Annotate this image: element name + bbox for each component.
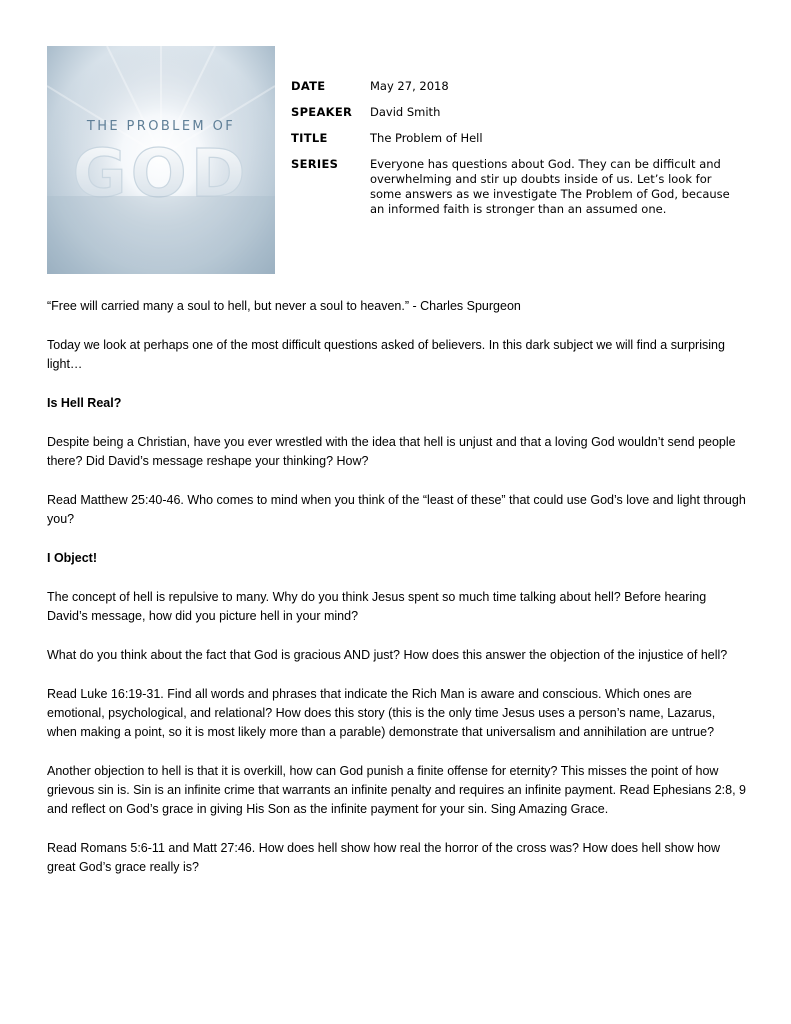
series-logo-image <box>47 46 275 274</box>
speaker-label: SPEAKER <box>291 105 353 119</box>
date-row <box>291 79 731 94</box>
series-row <box>291 157 731 217</box>
question-paragraph: Read Matthew 25:40-46. Who comes to mind when you think of the “least of these” that could use God’s love and light through you? <box>47 493 746 526</box>
question-paragraph: Despite being a Christian, have you ever wrestled with the idea that hell is unjust and that a loving God wouldn’t send people there? Did David’s message reshape your thinking? How? <box>47 435 736 468</box>
title-row <box>291 131 731 146</box>
question-paragraph: What do you think about the fact that God is gracious AND just? How does this answer the objection of the injustice of hell? <box>47 648 728 662</box>
intro-paragraph: Today we look at perhaps one of the most difficult questions asked of believers. In this dark subject we will find a surprising light… <box>47 338 725 371</box>
question-paragraph: The concept of hell is repulsive to many. Why do you think Jesus spent so much time talking about hell? Before hearing David’s message, how did you picture hell in your mind? <box>47 590 707 623</box>
title-value: The Problem of Hell <box>370 131 483 145</box>
series-logo-art <box>47 46 275 274</box>
logo-word: GOD <box>72 135 250 212</box>
opening-quote: “Free will carried many a soul to hell, but never a soul to heaven.” - Charles Spurgeon <box>47 299 521 313</box>
sermon-meta <box>291 79 731 228</box>
speaker-value: David Smith <box>370 105 441 119</box>
section-heading-i-object: I Object! <box>47 551 98 565</box>
series-description: Everyone has questions about God. They can be difficult and overwhelming and stir up doubts inside of us. Let’s look for some answers as we investigate The Problem of God, because an informed faith is stronger than an assumed one. <box>370 157 730 216</box>
section-heading-is-hell-real: Is Hell Real? <box>47 396 122 410</box>
date-label: DATE <box>291 79 326 93</box>
logo-caption: THE PROBLEM OF <box>86 119 236 134</box>
discussion-guide <box>47 297 747 897</box>
question-paragraph: Read Romans 5:6-11 and Matt 27:46. How does hell show how real the horror of the cross was? How does hell show how great God’s grace really is? <box>47 841 721 874</box>
title-label: TITLE <box>291 131 328 145</box>
speaker-row <box>291 105 731 120</box>
question-paragraph: Another objection to hell is that it is overkill, how can God punish a finite offense for eternity? This misses the point of how grievous sin is. Sin is an infinite crime that warrants an infinite penalty and requires an infinite payment. Read Ephesians 2:8, 9 and reflect on God’s grace in giving His Son as the infinite payment for your sin. Sing Amazing Grace. <box>47 764 746 816</box>
series-label: SERIES <box>291 157 339 171</box>
question-paragraph: Read Luke 16:19-31. Find all words and phrases that indicate the Rich Man is aware and conscious. Which ones are emotional, psychological, and relational? How does this story (this is the only time Jesus uses a person’s name, Lazarus, when making a point, so it is most likely more than a parable) demonstrate that universalism and annihilation are untrue? <box>47 687 716 739</box>
date-value: May 27, 2018 <box>370 79 449 93</box>
